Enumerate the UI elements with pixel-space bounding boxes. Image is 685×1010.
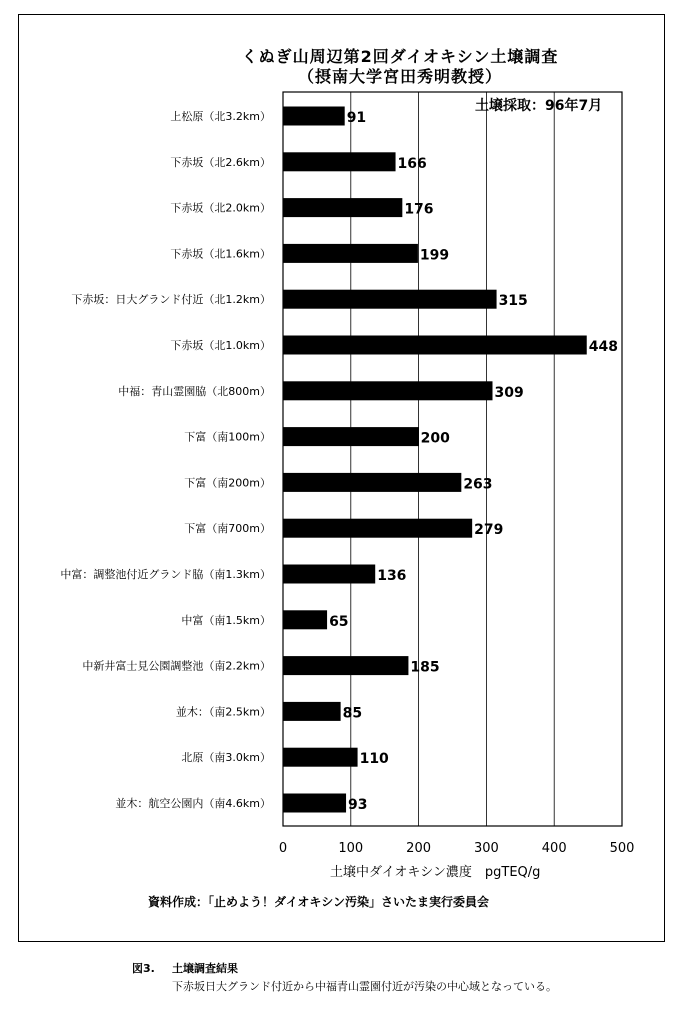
data-label: 93 (348, 797, 368, 813)
bar (283, 748, 358, 767)
bar (283, 656, 408, 675)
data-label: 176 (404, 201, 434, 218)
bar (283, 702, 341, 721)
data-label: 315 (498, 293, 528, 310)
data-label: 185 (410, 659, 440, 676)
bar (283, 244, 418, 263)
x-tick-label: 300 (473, 841, 499, 856)
category-label: 中福：青山霊園脇（北800m） (118, 384, 271, 398)
category-label: 下富（南700m） (184, 522, 271, 536)
bar (283, 473, 461, 492)
source-note: 資料作成：「止めよう！ダイオキシン汚染」さいたま実行委員会 (148, 895, 489, 909)
figure-caption-text: 下赤坂日大グランド付近から中福青山霊園付近が汚染の中心域となっている。 (172, 980, 557, 993)
bar (283, 794, 346, 813)
bar (283, 336, 587, 355)
category-label: 下富（南200m） (184, 476, 271, 490)
data-label: 199 (419, 247, 450, 264)
x-axis-title: 土壌中ダイオキシン濃度 pgTEQ/g (330, 865, 541, 880)
x-tick-label: 500 (609, 841, 635, 856)
bars (283, 107, 587, 813)
sampling-date-annotation: 土壌採取：96年7月 (475, 98, 603, 114)
category-label: 下赤坂（北1.6km） (170, 247, 271, 261)
data-label: 91 (346, 110, 367, 126)
data-label: 166 (397, 155, 427, 172)
data-label: 448 (588, 339, 618, 355)
data-label: 85 (342, 705, 363, 722)
data-label: 279 (474, 522, 504, 539)
category-label: 中新井富士見公園調整池（南2.2km） (82, 659, 271, 673)
bar (283, 290, 497, 309)
category-label: 中富：調整池付近グランド脇（南1.3km） (60, 568, 271, 581)
data-label: 110 (359, 751, 389, 768)
x-tick-label: 100 (338, 841, 364, 856)
bar (283, 610, 327, 629)
data-label: 65 (329, 613, 349, 630)
bar (283, 107, 345, 126)
data-label: 200 (420, 430, 450, 447)
category-label: 下赤坂（北2.6km） (170, 155, 271, 169)
category-label: 中富（南1.5km） (181, 613, 271, 627)
data-label: 263 (463, 476, 493, 493)
category-label: 上松原（北3.2km） (170, 110, 271, 123)
bar (283, 152, 396, 171)
data-label: 309 (494, 384, 524, 401)
category-label: 北原（南3.0km） (181, 751, 271, 765)
x-tick-label: 0 (278, 841, 288, 856)
bar (283, 565, 375, 584)
bar (283, 427, 419, 446)
bar (283, 381, 493, 400)
bar (283, 519, 472, 538)
figure-caption-label: 図3. (132, 962, 155, 975)
chart-title: くぬぎ山周辺第2回ダイオキシン土壌調査 (241, 47, 559, 66)
figure-caption-title: 土壌調査結果 (172, 962, 238, 975)
data-label: 136 (377, 568, 407, 584)
category-label: 並木：（南2.5km） (175, 705, 271, 719)
category-label: 下赤坂（北2.0km） (170, 201, 271, 215)
category-label: 下富（南100m） (184, 430, 271, 444)
chart-subtitle: （摂南大学宮田秀明教授） (297, 67, 502, 86)
bar (283, 198, 402, 217)
x-tick-label: 200 (406, 841, 432, 856)
category-label: 下赤坂：日大グランド付近（北1.2km） (71, 293, 271, 307)
category-label: 並木：航空公園内（南4.6km） (115, 797, 271, 810)
category-label: 下赤坂（北1.0km） (170, 339, 271, 352)
x-tick-label: 400 (541, 841, 567, 856)
